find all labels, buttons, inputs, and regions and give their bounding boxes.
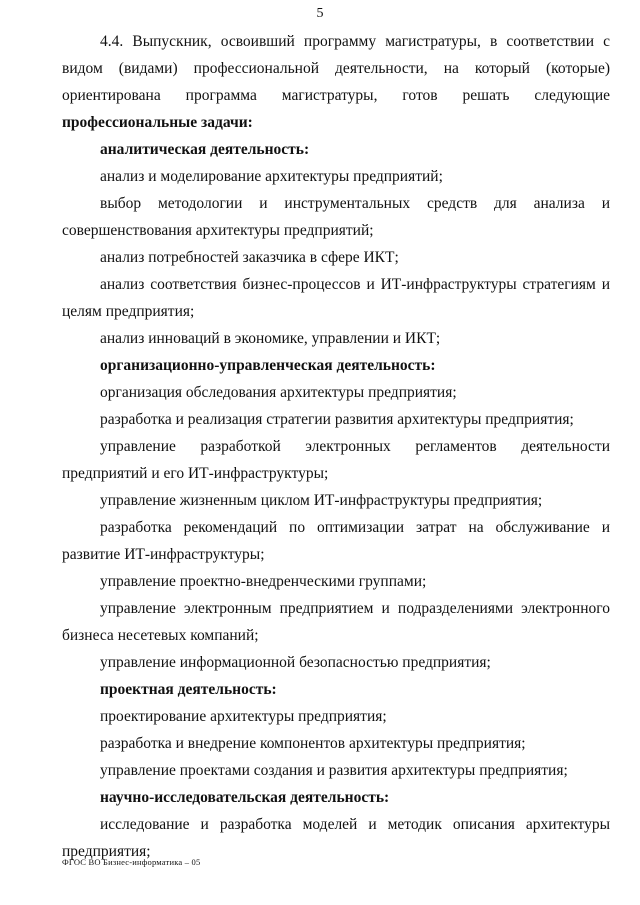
list-item: управление проектами создания и развития архитектуры предприятия; bbox=[100, 762, 568, 779]
list-item: разработка и внедрение компонентов архитектуры предприятия; bbox=[100, 735, 526, 752]
list-item: проектирование архитектуры предприятия; bbox=[100, 708, 387, 725]
section-heading-research: научно-исследовательская деятельность: bbox=[100, 789, 390, 806]
list-item: управление электронным предприятием и подразделениями электронного бизнеса несетевых компаний; bbox=[62, 600, 610, 644]
list-item: разработка рекомендаций по оптимизации затрат на обслуживание и развитие ИТ-инфраструктуры; bbox=[62, 519, 610, 563]
intro-text: 4.4. Выпускник, освоивший программу магистратуры, в соответствии с видом (видами) профессиональной деятельности, на который (которые) ориентирована программа магистратуры, готов решать следующие bbox=[62, 33, 610, 104]
list-item: управление проектно-внедренческими группами; bbox=[100, 573, 427, 590]
section-heading-analytical: аналитическая деятельность: bbox=[100, 141, 310, 158]
list-item: управление информационной безопасностью предприятия; bbox=[100, 654, 491, 671]
list-item: управление разработкой электронных регламентов деятельности предприятий и его ИТ-инфраструктуры; bbox=[62, 438, 610, 482]
list-item: анализ потребностей заказчика в сфере ИКТ; bbox=[100, 249, 399, 266]
intro-bold: профессиональные задачи: bbox=[62, 114, 253, 131]
list-item: исследование и разработка моделей и методик описания архитектуры предприятия; bbox=[62, 816, 610, 860]
list-item: выбор методологии и инструментальных средств для анализа и совершенствования архитектуры предприятий; bbox=[62, 195, 610, 239]
list-item: анализ соответствия бизнес-процессов и ИТ-инфраструктуры стратегиям и целям предприятия; bbox=[62, 276, 610, 320]
list-item: организация обследования архитектуры предприятия; bbox=[100, 384, 457, 401]
section-heading-project: проектная деятельность: bbox=[100, 681, 277, 698]
list-item: анализ инноваций в экономике, управлении и ИКТ; bbox=[100, 330, 441, 347]
intro-paragraph bbox=[62, 28, 610, 136]
page-number: 5 bbox=[316, 6, 324, 21]
section-heading-organizational: организационно-управленческая деятельность: bbox=[100, 357, 436, 374]
list-item: разработка и реализация стратегии развития архитектуры предприятия; bbox=[100, 411, 574, 428]
list-item: анализ и моделирование архитектуры предприятий; bbox=[100, 168, 443, 185]
page-footer: ФГОС ВО Бизнес-информатика – 05 bbox=[62, 857, 201, 867]
page-content bbox=[62, 28, 610, 865]
list-item: управление жизненным циклом ИТ-инфраструктуры предприятия; bbox=[100, 492, 543, 509]
